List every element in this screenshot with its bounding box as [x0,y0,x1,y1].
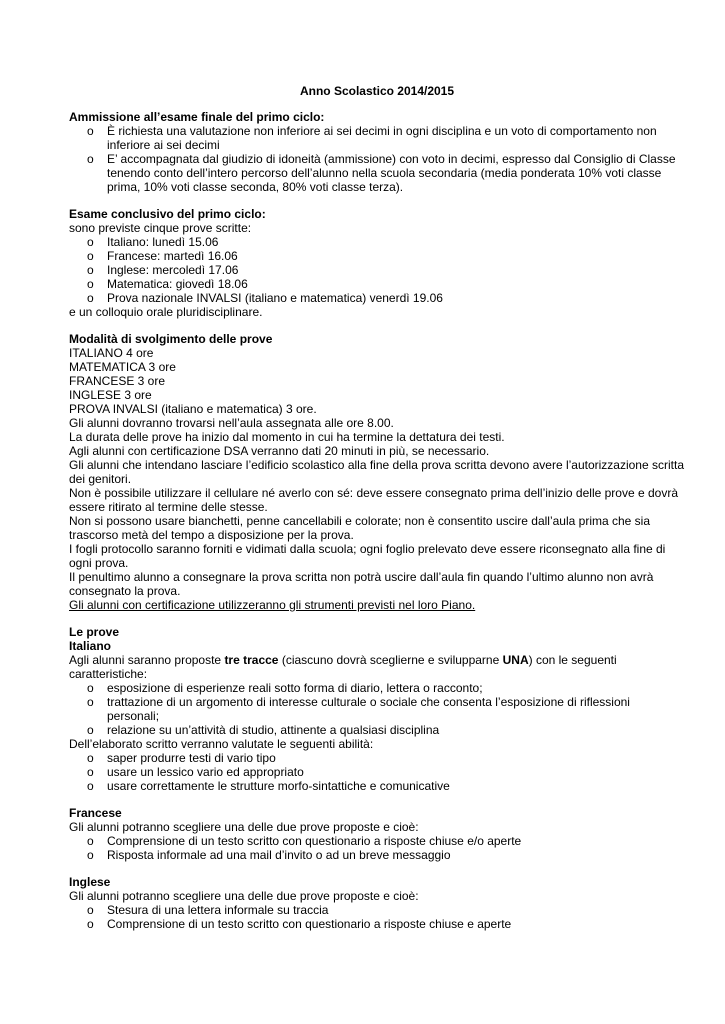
bullet: o [87,152,94,166]
list-item: o Matematica: giovedì 18.06 [87,277,248,291]
modalita-line: MATEMATICA 3 ore [69,360,176,374]
italiano-heading: Italiano [69,639,112,653]
modalita-line: Agli alunni con certificazione DSA verranno dati 20 minuti in più, se necessario. [69,444,490,458]
bullet: o [87,848,94,862]
modalita-line: ITALIANO 4 ore [69,346,154,360]
list-item: o saper produrre testi di vario tipo [87,751,276,765]
list-item: o Prova nazionale INVALSI (italiano e matematica) venerdì 19.06 [87,291,443,305]
modalita-line: PROVA INVALSI (italiano e matematica) 3 ore. [69,402,317,416]
list-item: o usare correttamente le strutture morfo-sintattiche e comunicative [87,779,450,793]
bullet: o [87,695,94,709]
list-item: o usare un lessico vario ed appropriato [87,765,304,779]
modalita-line: Gli alunni che intendano lasciare l’edificio scolastico alla fine della prova scritta devono avere l’autorizzazione scritta dei genitori. [69,458,684,486]
list-item: o Comprensione di un testo scritto con questionario a risposte chiuse e aperte [87,917,512,931]
bullet: o [87,249,94,263]
modalita-line: Gli alunni dovranno trovarsi nell’aula assegnata alle ore 8.00. [69,416,394,430]
list-item: o Italiano: lunedì 15.06 [87,235,219,249]
bullet: o [87,263,94,277]
bullet: o [87,124,94,138]
bullet: o [87,723,94,737]
italiano-intro: Agli alunni saranno proposte tre tracce (ciascuno dovrà sceglierne e svilupparne UNA) con le seguenti caratteristiche: [69,653,617,681]
modalita-line: INGLESE 3 ore [69,388,152,402]
modalita-line: Non è possibile utilizzare il cellulare né averlo con sé: deve essere consegnato prima dell’inizio delle prove e dovrà essere ritirato al termine delle stesse. [69,486,678,514]
francese-intro: Gli alunni potranno scegliere una delle due prove proposte e cioè: [69,820,419,834]
bullet: o [87,235,94,249]
ammissione-heading: Ammissione all’esame finale del primo ciclo: [69,110,325,124]
modalita-line: La durata delle prove ha inizio dal momento in cui ha termine la dettatura dei testi. [69,430,505,444]
esame-intro: sono previste cinque prove scritte: [69,221,252,235]
prove-heading: Le prove [69,625,120,639]
bullet: o [87,903,94,917]
bullet: o [87,917,94,931]
bullet: o [87,834,94,848]
francese-heading: Francese [69,806,122,820]
list-item: o E’ accompagnata dal giudizio di idoneità (ammissione) con voto in decimi, espresso dal Consiglio di Classe tenendo conto dell’intero percorso dell’alunno nella scuola secondaria (media ponderata 10% voti classe prima, 10% voti classe seconda, 80% voti classe terza). [87,152,676,194]
bullet: o [87,765,94,779]
inglese-heading: Inglese [69,875,111,889]
esame-outro: e un colloquio orale pluridisciplinare. [69,305,263,319]
ammissione-list [69,124,685,194]
list-item: o Francese: martedì 16.06 [87,249,238,263]
esame-list [69,235,685,305]
modalita-line: FRANCESE 3 ore [69,374,166,388]
modalita-line: Il penultimo alunno a consegnare la prova scritta non potrà uscire dall’aula fin quando l’ultimo alunno non avrà consegnato la prova. [69,570,654,598]
bullet: o [87,291,94,305]
bullet: o [87,681,94,695]
inglese-intro: Gli alunni potranno scegliere una delle due prove proposte e cioè: [69,889,419,903]
document-title: Anno Scolastico 2014/2015 [299,84,455,98]
list-item: o Risposta informale ad una mail d’invito o ad un breve messaggio [87,848,451,862]
modalita-heading: Modalità di svolgimento delle prove [69,332,273,346]
list-item: o Stesura di una lettera informale su traccia [87,903,329,917]
abilita-intro: Dell’elaborato scritto verranno valutate le seguenti abilità: [69,737,374,751]
list-item: o Comprensione di un testo scritto con questionario a risposte chiuse e/o aperte [87,834,522,848]
list-item: o Inglese: mercoledì 17.06 [87,263,239,277]
abilita-list [69,751,685,793]
italiano-list [69,681,685,737]
list-item: o trattazione di un argomento di interesse culturale o sociale che consenta l’esposizione di riflessioni personali; [87,695,630,723]
francese-list [69,834,685,862]
bullet: o [87,751,94,765]
list-item: o relazione su un’attività di studio, attinente a qualsiasi disciplina [87,723,440,737]
bullet: o [87,277,94,291]
list-item: o È richiesta una valutazione non inferiore ai sei decimi in ogni disciplina e un voto di comportamento non inferiore ai sei decimi [87,124,657,152]
list-item: o esposizione di esperienze reali sotto forma di diario, lettera o racconto; [87,681,483,695]
modalita-underlined-note: Gli alunni con certificazione utilizzeranno gli strumenti previsti nel loro Piano. [69,598,476,612]
esame-heading: Esame conclusivo del primo ciclo: [69,207,266,221]
modalita-line: Non si possono usare bianchetti, penne cancellabili e colorate; non è consentito uscire dall’aula prima che sia trascorso metà del tempo a disposizione per la prova. [69,514,651,542]
bullet: o [87,779,94,793]
inglese-list [69,903,685,931]
modalita-line: I fogli protocollo saranno forniti e vidimati dalla scuola; ogni foglio prelevato deve essere riconsegnato alla fine di ogni prova. [69,542,666,570]
